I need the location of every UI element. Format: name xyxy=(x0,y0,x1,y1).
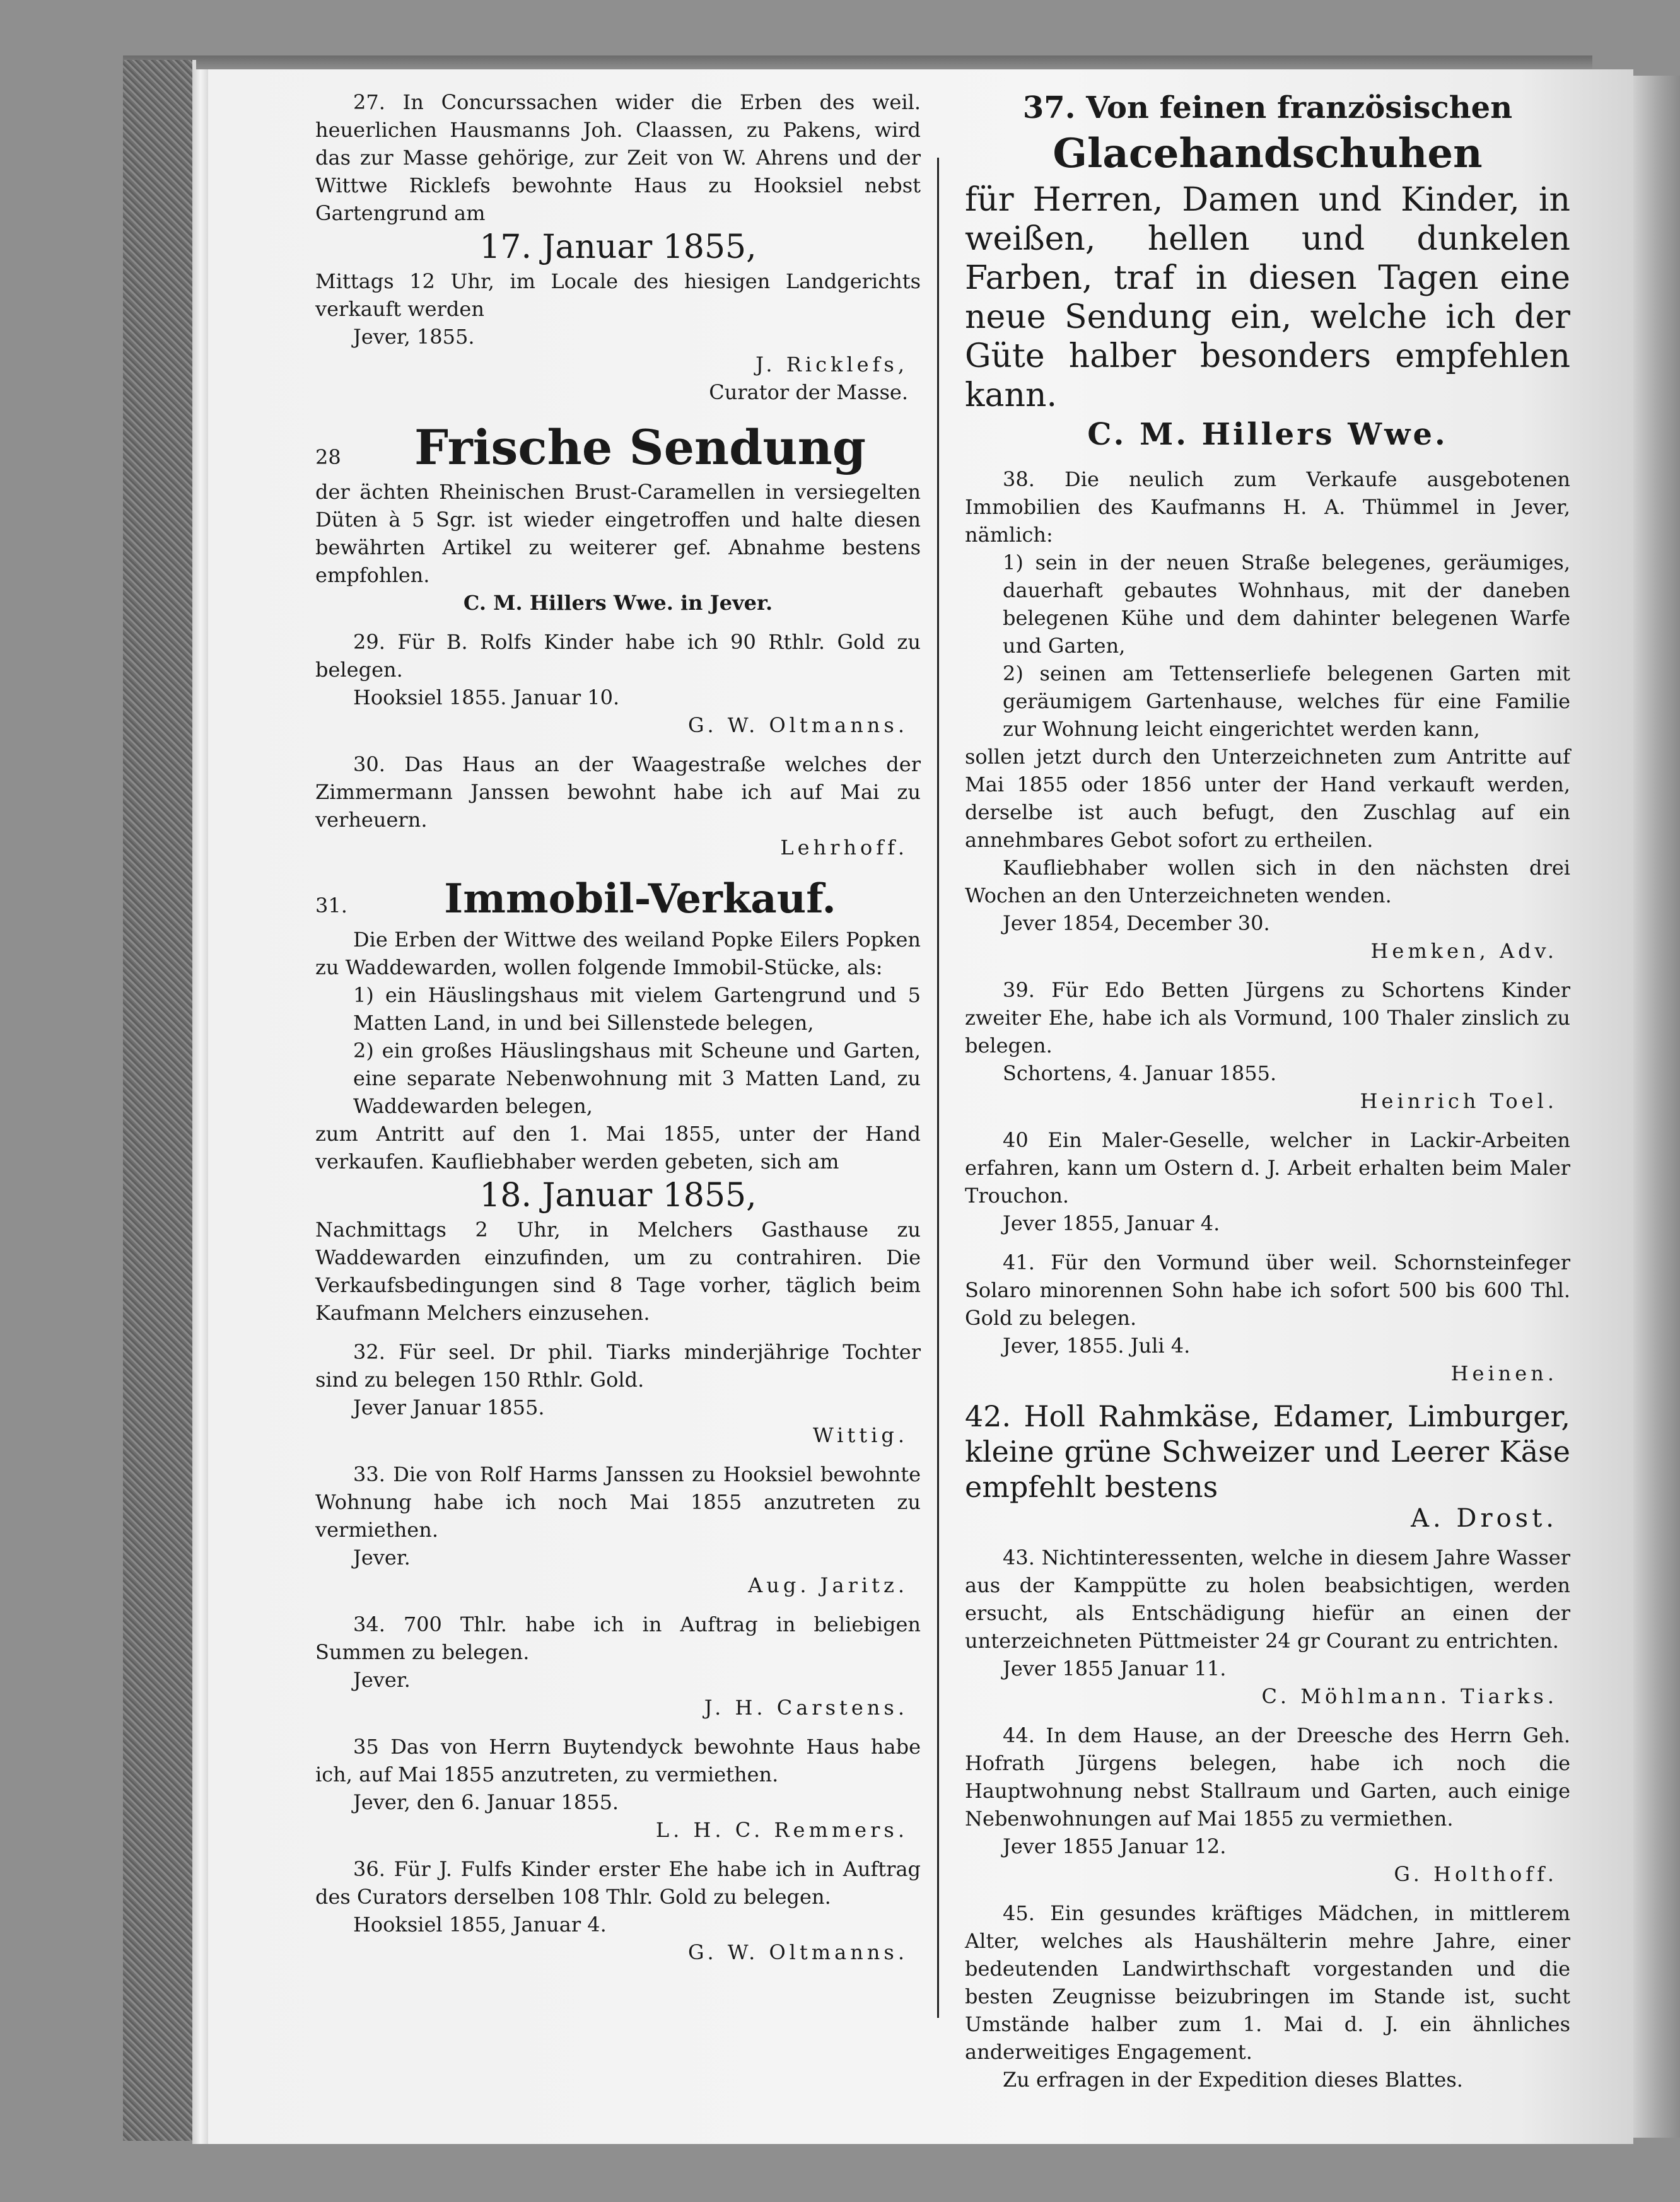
ad-31 xyxy=(315,873,921,1327)
ad-34-text: 34. 700 Thlr. habe ich in Auftrag in beliebigen Summen zu belegen. xyxy=(315,1612,921,1664)
ad-29-sign: G. W. Oltmanns. xyxy=(688,713,908,737)
ad-38-text3: Kaufliebhaber wollen sich in den nächsten drei Wochen an den Unterzeichneten wenden. xyxy=(965,856,1570,907)
ad-32-place: Jever Januar 1855. xyxy=(353,1395,545,1419)
ad-34 xyxy=(315,1611,921,1721)
ad-42 xyxy=(965,1399,1570,1532)
ad-30 xyxy=(315,750,921,861)
ad-41 xyxy=(965,1249,1570,1387)
ad-32-sign: Wittig. xyxy=(812,1423,908,1447)
ad-27-sign2: Curator der Masse. xyxy=(709,380,908,404)
ad-27-date: 17. Januar 1855, xyxy=(479,228,757,266)
ad-35 xyxy=(315,1733,921,1844)
right-column xyxy=(965,88,1570,2105)
column-divider xyxy=(937,158,939,2018)
ad-45 xyxy=(965,1899,1570,2094)
ad-36-place: Hooksiel 1855, Januar 4. xyxy=(353,1913,607,1937)
ad-36 xyxy=(315,1855,921,1966)
ad-31-text2: zum Antritt auf den 1. Mai 1855, unter der Hand verkaufen. Kaufliebhaber werden gebeten, sich am xyxy=(315,1122,921,1174)
ad-43 xyxy=(965,1544,1570,1710)
ad-38-text: 38. Die neulich zum Verkaufe ausgebotenen Immobilien des Kaufmanns H. A. Thümmel in Jever, nämlich: xyxy=(965,467,1570,547)
ad-38 xyxy=(965,465,1570,965)
ad-43-text: 43. Nichtinteressenten, welche in diesem Jahre Wasser aus der Kamppütte zu holen beabsichtigen, werden ersucht, als Entschädigung hiefür an einen der unterzeichneten Püttmeister 24 gr Courant zu entrichten. xyxy=(965,1546,1570,1653)
left-column xyxy=(315,88,921,1978)
ad-38-place: Jever 1854, December 30. xyxy=(1003,911,1270,935)
ad-31-text: Die Erben der Wittwe des weiland Popke Eilers Popken zu Waddewarden, wollen folgende Immobil-Stücke, als: xyxy=(315,928,921,979)
ad-38-text2: sollen jetzt durch den Unterzeichneten zum Antritte auf Mai 1855 oder 1856 unter der Hand verkauft werden, derselbe ist auch befugt, den Zuschlag auf ein annehmbares Gebot sofort zu ertheilen. xyxy=(965,745,1570,852)
ad-41-place: Jever, 1855. Juli 4. xyxy=(1003,1334,1191,1358)
ad-29 xyxy=(315,628,921,739)
ad-27 xyxy=(315,88,921,406)
ad-38-sign: Hemken, Adv. xyxy=(1370,939,1558,963)
ad-28-headline: Frische Sendung xyxy=(414,419,866,475)
ad-27-sign1: J. Ricklefs, xyxy=(755,352,908,376)
ad-35-sign: L. H. C. Remmers. xyxy=(655,1818,908,1842)
ad-37-text: für Herren, Damen und Kinder, in weißen, hellen und dunkelen Farben, traf in diesen Tagen eine neue Sendung ein, welche ich der Güte halber besonders empfehlen kann. xyxy=(965,181,1570,414)
ad-31-date: 18. Januar 1855, xyxy=(479,1177,757,1215)
ad-43-place: Jever 1855 Januar 11. xyxy=(1003,1657,1227,1681)
ad-33-place: Jever. xyxy=(353,1546,411,1570)
ad-29-place: Hooksiel 1855. Januar 10. xyxy=(353,685,620,709)
ad-31-number: 31. xyxy=(315,894,347,918)
ad-36-sign: G. W. Oltmanns. xyxy=(688,1940,908,1964)
ad-45-text: 45. Ein gesundes kräftiges Mädchen, in mittlerem Alter, welches als Haushälterin mehre Jahre, einer bedeutenden Landwirthschaft vorgestanden und die besten Zeugnisse beizubringen im Stande ist, sucht Umstände halber zum 1. Mai d. J. ein ähnliches anderweitiges Engagement. xyxy=(965,1901,1570,2064)
ad-29-text: 29. Für B. Rolfs Kinder habe ich 90 Rthlr. Gold zu belegen. xyxy=(315,630,921,682)
ad-42-text: 42. Holl Rahmkäse, Edamer, Limburger, kleine grüne Schweizer und Leerer Käse empfehlt bestens xyxy=(965,1399,1570,1504)
page-right-edge xyxy=(1633,76,1680,2138)
ad-31-headline: Immobil-Verkauf. xyxy=(444,875,836,923)
ad-37-head2: Glacehandschuhen xyxy=(1053,130,1483,177)
ad-38-item1: 1) sein in der neuen Straße belegenes, geräumiges, dauerhaft gebautes Wohnhaus, mit der daneben belegenen Kühe und dem dahinter belegenen Warfe und Garten, xyxy=(1003,550,1570,658)
ad-33 xyxy=(315,1460,921,1599)
ad-39-place: Schortens, 4. Januar 1855. xyxy=(1003,1061,1277,1085)
ad-37-sign: C. M. Hillers Wwe. xyxy=(1087,417,1448,452)
ad-44-sign: G. Holthoff. xyxy=(1394,1862,1558,1886)
ad-40 xyxy=(965,1126,1570,1237)
ad-27-place: Jever, 1855. xyxy=(353,325,475,349)
ad-40-place: Jever 1855, Januar 4. xyxy=(1003,1211,1220,1235)
ad-32-text: 32. Für seel. Dr phil. Tiarks minderjährige Tochter sind zu belegen 150 Rthlr. Gold. xyxy=(315,1340,921,1392)
ad-33-sign: Aug. Jaritz. xyxy=(748,1573,908,1597)
ad-28 xyxy=(315,417,921,617)
ad-32 xyxy=(315,1338,921,1449)
ad-36-text: 36. Für J. Fulfs Kinder erster Ehe habe ich in Auftrag des Curators derselben 108 Thlr. Gold zu belegen. xyxy=(315,1857,921,1909)
ad-44-text: 44. In dem Hause, an der Dreesche des Herrn Geh. Hofrath Jürgens belegen, habe ich noch die Hauptwohnung nebst Stallraum und Garten, auch einige Nebenwohnungen auf Mai 1855 zu vermiethen. xyxy=(965,1723,1570,1831)
ad-27-text: 27. In Concurssachen wider die Erben des weil. heuerlichen Hausmanns Joh. Claassen, zu Pakens, wird das zur Masse gehörige, zur Zeit von W. Ahrens und der Wittwe Ricklefs bewohnte Haus zu Hooksiel nebst Gartengrund am xyxy=(315,90,921,225)
page-gutter xyxy=(192,69,209,2144)
ad-39 xyxy=(965,976,1570,1115)
ad-31-item1: 1) ein Häuslingshaus mit vielem Gartengrund und 5 Matten Land, in und bei Sillenstede belegen, xyxy=(353,983,921,1035)
ad-35-text: 35 Das von Herrn Buytendyck bewohnte Haus habe ich, auf Mai 1855 anzutreten, zu vermiethen. xyxy=(315,1735,921,1786)
ad-30-sign: Lehrhoff. xyxy=(780,836,908,859)
ad-43-sign: C. Möhlmann. Tiarks. xyxy=(1261,1684,1558,1708)
ad-44-place: Jever 1855 Januar 12. xyxy=(1003,1834,1227,1858)
ad-30-text: 30. Das Haus an der Waagestraße welches der Zimmermann Janssen bewohnt habe ich auf Mai zu verheuern. xyxy=(315,752,921,832)
ad-35-place: Jever, den 6. Januar 1855. xyxy=(353,1790,619,1814)
ad-41-sign: Heinen. xyxy=(1450,1361,1558,1385)
ad-39-text: 39. Für Edo Betten Jürgens zu Schortens Kinder zweiter Ehe, habe ich als Vormund, 100 Thaler zinslich zu belegen. xyxy=(965,978,1570,1057)
book-spine xyxy=(123,60,196,2141)
ad-42-sign: A. Drost. xyxy=(1411,1504,1558,1533)
ad-34-sign: J. H. Carstens. xyxy=(704,1696,908,1720)
ad-41-text: 41. Für den Vormund über weil. Schornsteinfeger Solaro minorennen Sohn habe ich sofort 500 bis 600 Thl. Gold zu belegen. xyxy=(965,1250,1570,1330)
ad-37 xyxy=(965,88,1570,454)
ad-28-number: 28 xyxy=(315,445,341,469)
ad-33-text: 33. Die von Rolf Harms Janssen zu Hooksiel bewohnte Wohnung habe ich noch Mai 1855 anzutreten zu vermiethen. xyxy=(315,1462,921,1542)
ad-28-sign: C. M. Hillers Wwe. in Jever. xyxy=(463,591,773,615)
ad-31-item2: 2) ein großes Häuslingshaus mit Scheune und Garten, eine separate Nebenwohnung mit 3 Matten Land, zu Waddewarden belegen, xyxy=(353,1039,921,1118)
ad-38-item2: 2) seinen am Tettenserliefe belegenen Garten mit geräumigem Gartenhause, welches für eine Familie zur Wohnung leicht eingerichtet werden kann, xyxy=(1003,661,1570,741)
ad-31-text3: Nachmittags 2 Uhr, in Melchers Gasthause zu Waddewarden einzufinden, um zu contrahiren. Die Verkaufsbedingungen sind 8 Tage vorher, täglich beim Kaufmann Melchers einzusehen. xyxy=(315,1218,921,1325)
ad-27-text2: Mittags 12 Uhr, im Locale des hiesigen Landgerichts verkauft werden xyxy=(315,269,921,321)
ad-45-note: Zu erfragen in der Expedition dieses Blattes. xyxy=(1003,2068,1463,2092)
ad-28-text: der ächten Rheinischen Brust-Caramellen in versiegelten Düten à 5 Sgr. ist wieder eingetroffen und halte diesen bewährten Artikel zu weiterer gef. Abnahme bestens empfohlen. xyxy=(315,480,921,587)
ad-34-place: Jever. xyxy=(353,1668,411,1692)
ad-37-head1: 37. Von feinen französischen xyxy=(1022,90,1513,125)
ad-44 xyxy=(965,1721,1570,1888)
ad-40-text: 40 Ein Maler-Geselle, welcher in Lackir-Arbeiten erfahren, kann um Ostern d. J. Arbeit erhalten beim Maler Trouchon. xyxy=(965,1128,1570,1208)
ad-39-sign: Heinrich Toel. xyxy=(1360,1089,1558,1113)
